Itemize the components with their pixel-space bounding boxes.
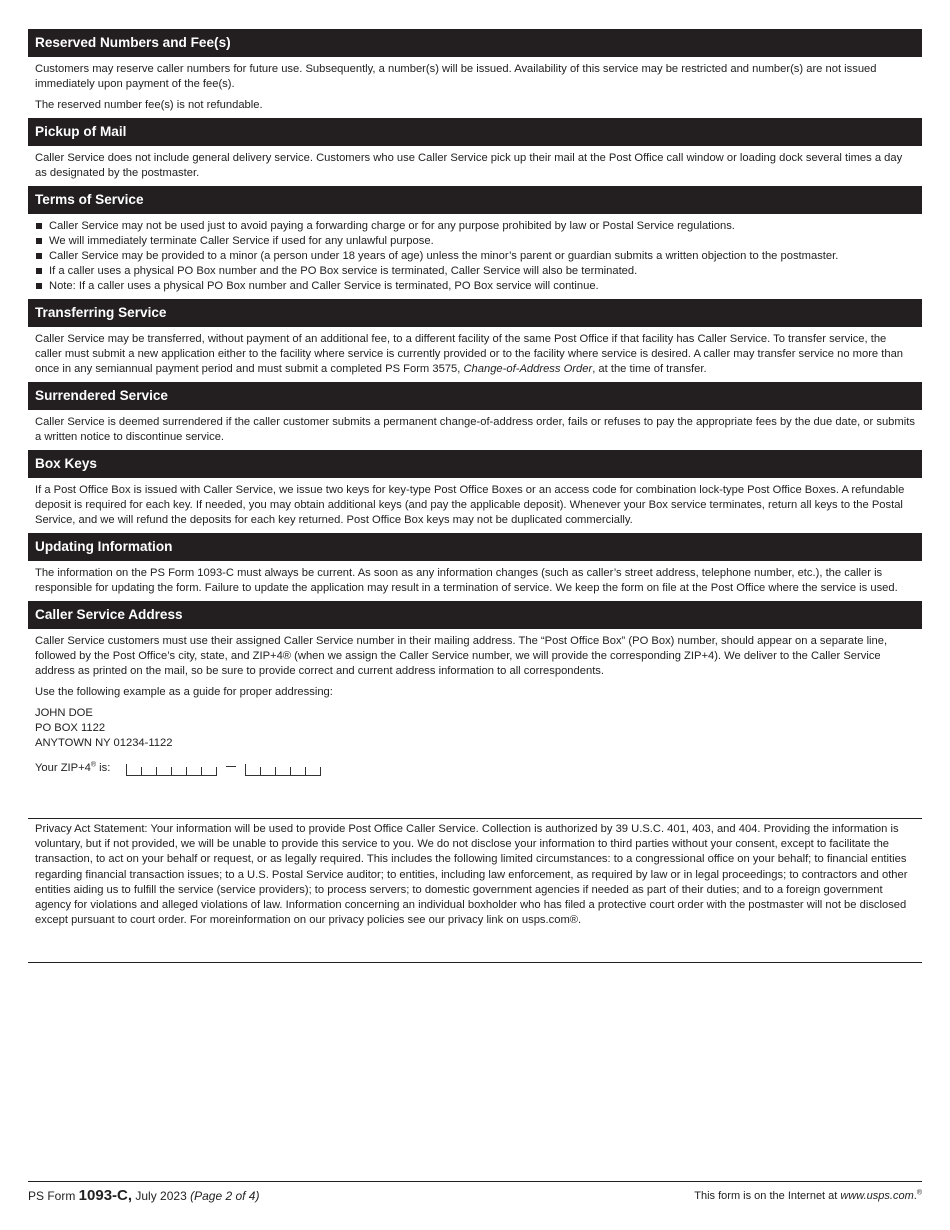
zip-digit-cell[interactable] [202,767,217,775]
page-info: (Page 2 of 4) [190,1189,260,1203]
section-header-caller-service-address: Caller Service Address [28,601,922,629]
terms-bullet-list [35,219,915,294]
zip-digit-cell[interactable] [187,767,202,775]
period: . [913,1190,917,1202]
zip-digit-cell[interactable] [276,767,291,775]
privacy-bottom-rule [28,962,922,963]
zip-label-text: Your ZIP+4 [35,762,91,774]
internet-note [694,1189,922,1204]
list-item: Note: If a caller uses a physical PO Box number and Caller Service is terminated, PO Box service will continue. [35,279,915,294]
list-item: If a caller uses a physical PO Box number and the PO Box service is terminated, Caller Service will also be terminated. [35,264,915,279]
section-body-pickup-of-mail [28,146,922,181]
section-body-transferring-service [28,327,922,377]
registered-mark: ® [916,1189,922,1197]
form-date: July 2023 [132,1189,191,1203]
zip-digit-cell[interactable] [142,767,157,775]
zip-label [35,761,110,776]
section-header-transferring-service: Transferring Service [28,299,922,327]
section-header-terms-of-service: Terms of Service [28,186,922,214]
paragraph: The reserved number fee(s) is not refundable. [35,99,263,111]
section-body-reserved-numbers [28,57,922,113]
section-header-reserved-numbers: Reserved Numbers and Fee(s) [28,29,922,57]
section-body-terms-of-service [28,214,922,294]
zip-plus-4-row [35,758,915,776]
usps-link[interactable]: www.usps.com [840,1190,914,1202]
form-identifier [28,1188,259,1204]
zip-digit-cell[interactable] [172,767,187,775]
section-header-pickup-of-mail: Pickup of Mail [28,118,922,146]
list-item: Caller Service may be provided to a minor (a person under 18 years of age) unless the minor’s parent or guardian submits a written objection to the postmaster. [35,249,915,264]
zip-digit-cell[interactable] [246,767,261,775]
paragraph: Customers may reserve caller numbers for future use. Subsequently, a number(s) will be issued. Availability of this service may be restricted and number(s) are not issued immediately upon payment of the fee(s). [35,63,877,90]
section-header-surrendered-service: Surrendered Service [28,382,922,410]
paragraph-text: Caller Service may be transferred, without payment of an additional fee, to a different facility of the same Post Office if that facility has Caller Service. To transfer service, the caller must submit a new application either to the facility where service is currently provided or to the facility where service is desired. A caller may transfer service no more than once in any semiannual payment period and must submit a completed PS Form 3575, [35,333,904,375]
address-line: JOHN DOE [35,707,93,719]
list-item: Caller Service may not be used just to avoid paying a forwarding charge or for any purpose prohibited by law or Postal Service regulations. [35,219,915,234]
form-title-italic: Change-of-Address Order [463,363,593,375]
zip-digit-cell[interactable] [157,767,172,775]
section-body-surrendered-service [28,410,922,445]
form-content [28,29,922,776]
zip-digit-cell[interactable] [127,767,142,775]
section-body-box-keys [28,478,922,528]
footer-rule [28,1181,922,1182]
list-item: We will immediately terminate Caller Service if used for any unlawful purpose. [35,234,915,249]
section-body-caller-service-address [28,629,922,776]
paragraph: Caller Service does not include general delivery service. Customers who use Caller Service pick up their mail at the Post Office call window or loading dock several times a day as designated by the postmaster. [35,152,903,179]
section-header-box-keys: Box Keys [28,450,922,478]
section-body-updating-information [28,561,922,596]
paragraph [35,332,915,377]
zip-label-text: is: [96,762,111,774]
paragraph: Caller Service customers must use their assigned Caller Service number in their mailing address. The “Post Office Box” (PO Box) number, should appear on a separate line, followed by the Post Office’s city, state, and ZIP+4® (when we assign the Caller Service number, we will provide the corresponding ZIP+4). We deliver to the Caller Service address as printed on the mail, so be sure to provide correct and current address information to all correspondents. [35,635,888,677]
zip-digit-cell[interactable] [306,767,321,775]
registered-mark: ® [90,761,97,769]
zip-dash [226,766,236,767]
form-prefix: PS Form [28,1189,79,1203]
internet-text: This form is on the Internet at [694,1190,841,1202]
address-line: ANYTOWN NY 01234-1122 [35,737,173,749]
example-address [35,706,915,751]
zip5-input[interactable] [126,764,217,776]
address-line: PO BOX 1122 [35,722,106,734]
privacy-top-rule [28,818,922,819]
paragraph: The information on the PS Form 1093-C must always be current. As soon as any information changes (such as caller’s street address, telephone number, etc.), the caller is responsible for updating the form. Failure to update the application may result in a termination of service. We keep the form on file at the Post Office where the service is used. [35,567,898,594]
privacy-act-statement: Privacy Act Statement: Your information will be used to provide Post Office Caller Service. Collection is authorized by 39 U.S.C. 401, 403, and 404. Providing the information is voluntary, but if not provided, we will be unable to provide this service to you. We do not disclose your information to third parties without your consent, except to facilitate the transaction, to act on your behalf or request, or as legally required. This includes the following limited circumstances: to a congressional office on your behalf; to financial entities regarding financial transaction issues; to a U.S. Postal Service auditor; to entities, including law enforcement, as required by law or in legal proceedings; to contractors and other entities aiding us to fulfill the service (service providers); to process servers; to domestic government agencies if needed as part of their duties; and to a foreign government agency for violations and alleged violations of law. Information concerning an individual boxholder who has filed a protective court order with the postmaster will not be disclosed except pursuant to court order. For moreinformation on our privacy policies see our privacy link on usps.com®. [35,823,908,927]
section-header-updating-information: Updating Information [28,533,922,561]
page-footer [28,1186,922,1206]
zip4-input[interactable] [245,764,321,776]
paragraph: Caller Service is deemed surrendered if the caller customer submits a permanent change-of-address order, fails or refuses to pay the appropriate fees by the due date, or submits a written notice to discontinue service. [35,416,915,443]
paragraph-text: , at the time of transfer. [592,363,707,375]
paragraph: If a Post Office Box is issued with Caller Service, we issue two keys for key-type Post Office Boxes or an access code for combination lock-type Post Office Boxes. A refundable deposit is required for each key. If needed, you may obtain additional keys (and pay the applicable deposit). Whenever your Box service terminates, return all keys to the Postal Service, and we will refund the deposits for each key returned. Post Office Box keys may not be duplicated commercially. [35,484,905,526]
zip-digit-cell[interactable] [261,767,276,775]
zip-digit-cell[interactable] [291,767,306,775]
form-number: 1093-C, [78,1187,133,1204]
paragraph: Use the following example as a guide for proper addressing: [35,686,333,698]
